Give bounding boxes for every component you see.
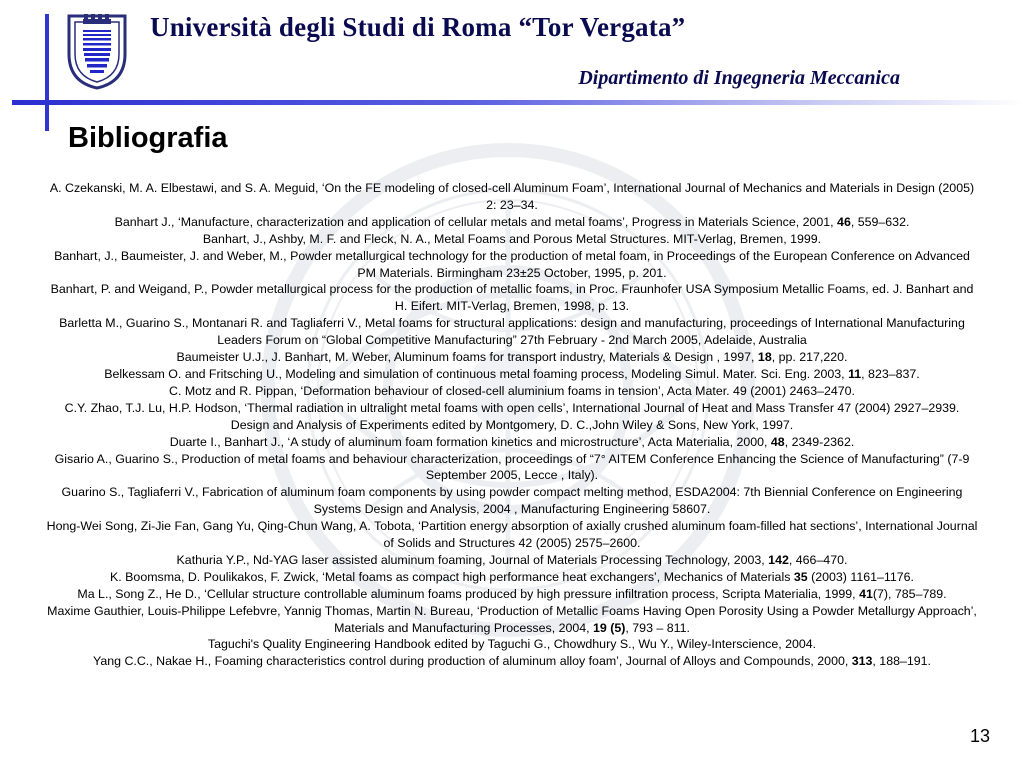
bibliography-list <box>46 180 978 670</box>
slide-title: Bibliografia <box>68 122 228 154</box>
reference-entry <box>46 214 978 231</box>
reference-text: Banhart, J., Baumeister, J. and Weber, M., Powder metallurgical technology for the production of metal foam, in Proceedings of the European Conference on Advanced PM Materials. Birmingham 23±25 October, 1995, p. 201. <box>54 248 970 280</box>
reference-entry <box>46 231 978 248</box>
reference-text: C. Motz and R. Pippan, ‘Deformation behaviour of closed-cell aluminium foams in tension’, Acta Mater. 49 (2001) 2463–2470. <box>169 383 855 398</box>
reference-text: A. Czekanski, M. A. Elbestawi, and S. A. Meguid, ‘On the FE modeling of closed-cell Aluminum Foam’, International Journal of Mechanics and Materials in Design (2005) 2: 23–34. <box>49 181 975 212</box>
reference-text-tail: , 466–470. <box>788 552 848 567</box>
reference-text: Banhart, P. and Weigand, P., Powder metallurgical process for the production of metallic foams, in Proc. Fraunhofer USA Symposium Metallic Foams, ed. J. Banhart and H. Eifert. MIT-Verlag, Bremen, 1998, p. 13. <box>50 282 974 314</box>
reference-volume: 142 <box>768 552 789 567</box>
reference-entry <box>46 451 978 485</box>
reference-entry <box>46 603 978 637</box>
reference-entry <box>46 636 978 653</box>
reference-text: Taguchi's Quality Engineering Handbook edited by Taguchi G., Chowdhury S., Wu Y., Wiley-Interscience, 2004. <box>207 637 817 652</box>
reference-entry <box>46 349 978 366</box>
reference-volume: 313 <box>851 654 873 669</box>
reference-text-tail: , 188–191. <box>872 654 931 669</box>
reference-text-tail: (7), 785–789. <box>872 586 947 601</box>
reference-text-tail: (2003) 1161–1176. <box>807 569 914 584</box>
reference-volume: 35 <box>793 569 808 584</box>
reference-volume: 11 <box>848 366 862 381</box>
reference-text-tail: , pp. 217,220. <box>771 350 848 365</box>
reference-entry <box>46 569 978 586</box>
reference-entry <box>46 248 978 282</box>
reference-text: Banhart J., ‘Manufacture, characterization and application of cellular metals and metal foams’, Progress in Materials Science, 2001, <box>114 214 838 229</box>
department-name: Dipartimento di Ingegneria Meccanica <box>578 67 900 89</box>
reference-text: Banhart, J., Ashby, M. F. and Fleck, N. A., Metal Foams and Porous Metal Structures. MIT-Verlag, Bremen, 1999. <box>202 231 822 246</box>
reference-text: Duarte I., Banhart J., ‘A study of aluminum foam formation kinetics and microstructure’, Acta Materialia, 2000, <box>169 434 771 449</box>
reference-text-tail: , 823–837. <box>861 366 920 381</box>
reference-text: Yang C.C., Nakae H., Foaming characteristics control during production of aluminum alloy foam’, Journal of Alloys and Compounds, 2000, <box>93 654 852 669</box>
reference-text: Ma L., Song Z., He D., ‘Cellular structure controllable aluminum foams produced by high pressure infiltration process, Scripta Materialia, 1999, <box>77 586 860 601</box>
reference-entry <box>46 552 978 569</box>
reference-text: Gisario A., Guarino S., Production of metal foams and behaviour characterization, proceedings of “7° AITEM Conference Enhancing the Science of Manufacturing” (7-9 September 2005, Lecce , Italy). <box>54 451 970 483</box>
university-crest-icon <box>66 10 128 90</box>
reference-text-tail: , 2349-2362. <box>784 434 855 449</box>
reference-volume: 41 <box>859 586 873 601</box>
reference-text: Kathuria Y.P., Nd-YAG laser assisted aluminum foaming, Journal of Materials Processing Technology, 2003, <box>176 552 769 567</box>
reference-entry <box>46 518 978 552</box>
reference-volume: 46 <box>837 214 851 229</box>
vertical-accent-line <box>45 14 49 131</box>
university-name: Università degli Studi di Roma “Tor Vergata” <box>150 12 686 42</box>
reference-entry <box>46 417 978 434</box>
reference-text-tail: , 559–632. <box>850 214 910 229</box>
reference-text: C.Y. Zhao, T.J. Lu, H.P. Hodson, ‘Thermal radiation in ultralight metal foams with open cells’, International Journal of Heat and Mass Transfer 47 (2004) 2927–2939. <box>64 400 960 415</box>
reference-entry <box>46 484 978 518</box>
reference-entry <box>46 400 978 417</box>
reference-text: Hong-Wei Song, Zi-Jie Fan, Gang Yu, Qing-Chun Wang, A. Tobota, ‘Partition energy absorption of axially crushed aluminum foam-filled hat sections’, International Journal of Solids and Structures 42 (2005) 2575–2600. <box>46 519 978 551</box>
reference-entry <box>46 653 978 670</box>
reference-text: Maxime Gauthier, Louis-Philippe Lefebvre, Yannig Thomas, Martin N. Bureau, ‘Production of Metallic Foams Having Open Porosity Using a Powder Metallurgy Approach’, Materials and Manufacturing Processes, 2004, <box>47 603 977 635</box>
reference-entry <box>46 434 978 451</box>
horizontal-accent-line <box>12 100 1024 105</box>
reference-entry <box>46 281 978 315</box>
reference-text: Baumeister U.J., J. Banhart, M. Weber, Aluminum foams for transport industry, Materials & Design , 1997, <box>176 350 758 365</box>
page-number: 13 <box>969 726 990 746</box>
reference-text-tail: , 793 – 811. <box>625 620 690 635</box>
reference-text: Design and Analysis of Experiments edited by Montgomery, D. C.,John Wiley & Sons, New York, 1997. <box>230 417 794 432</box>
reference-text: K. Boomsma, D. Poulikakos, F. Zwick, ‘Metal foams as compact high performance heat exchangers’, Mechanics of Materials <box>110 569 794 584</box>
reference-entry <box>46 315 978 349</box>
reference-volume: 19 (5) <box>593 620 626 635</box>
reference-entry <box>46 366 978 383</box>
reference-entry <box>46 180 978 214</box>
reference-entry <box>46 383 978 400</box>
reference-volume: 18 <box>757 350 772 365</box>
reference-text: Belkessam O. and Fritsching U., Modeling and simulation of continuous metal foaming process, Modeling Simul. Mater. Sci. Eng. 2003, <box>104 366 849 381</box>
reference-volume: 48 <box>770 434 785 449</box>
reference-entry <box>46 586 978 603</box>
reference-text: Guarino S., Tagliaferri V., Fabrication of aluminum foam components by using powder compact melting method, ESDA2004: 7th Biennial Conference on Engineering Systems Design and Analysis, 2004 , Manufacturing Engineering 58607. <box>61 485 963 517</box>
reference-text: Barletta M., Guarino S., Montanari R. and Tagliaferri V., Metal foams for structural applications: design and manufacturing, proceedings of International Manufacturing Leaders Forum on “Global Competitive Manufacturing” 27th February - 2nd March 2005, Adelaide, Australia <box>59 316 965 348</box>
